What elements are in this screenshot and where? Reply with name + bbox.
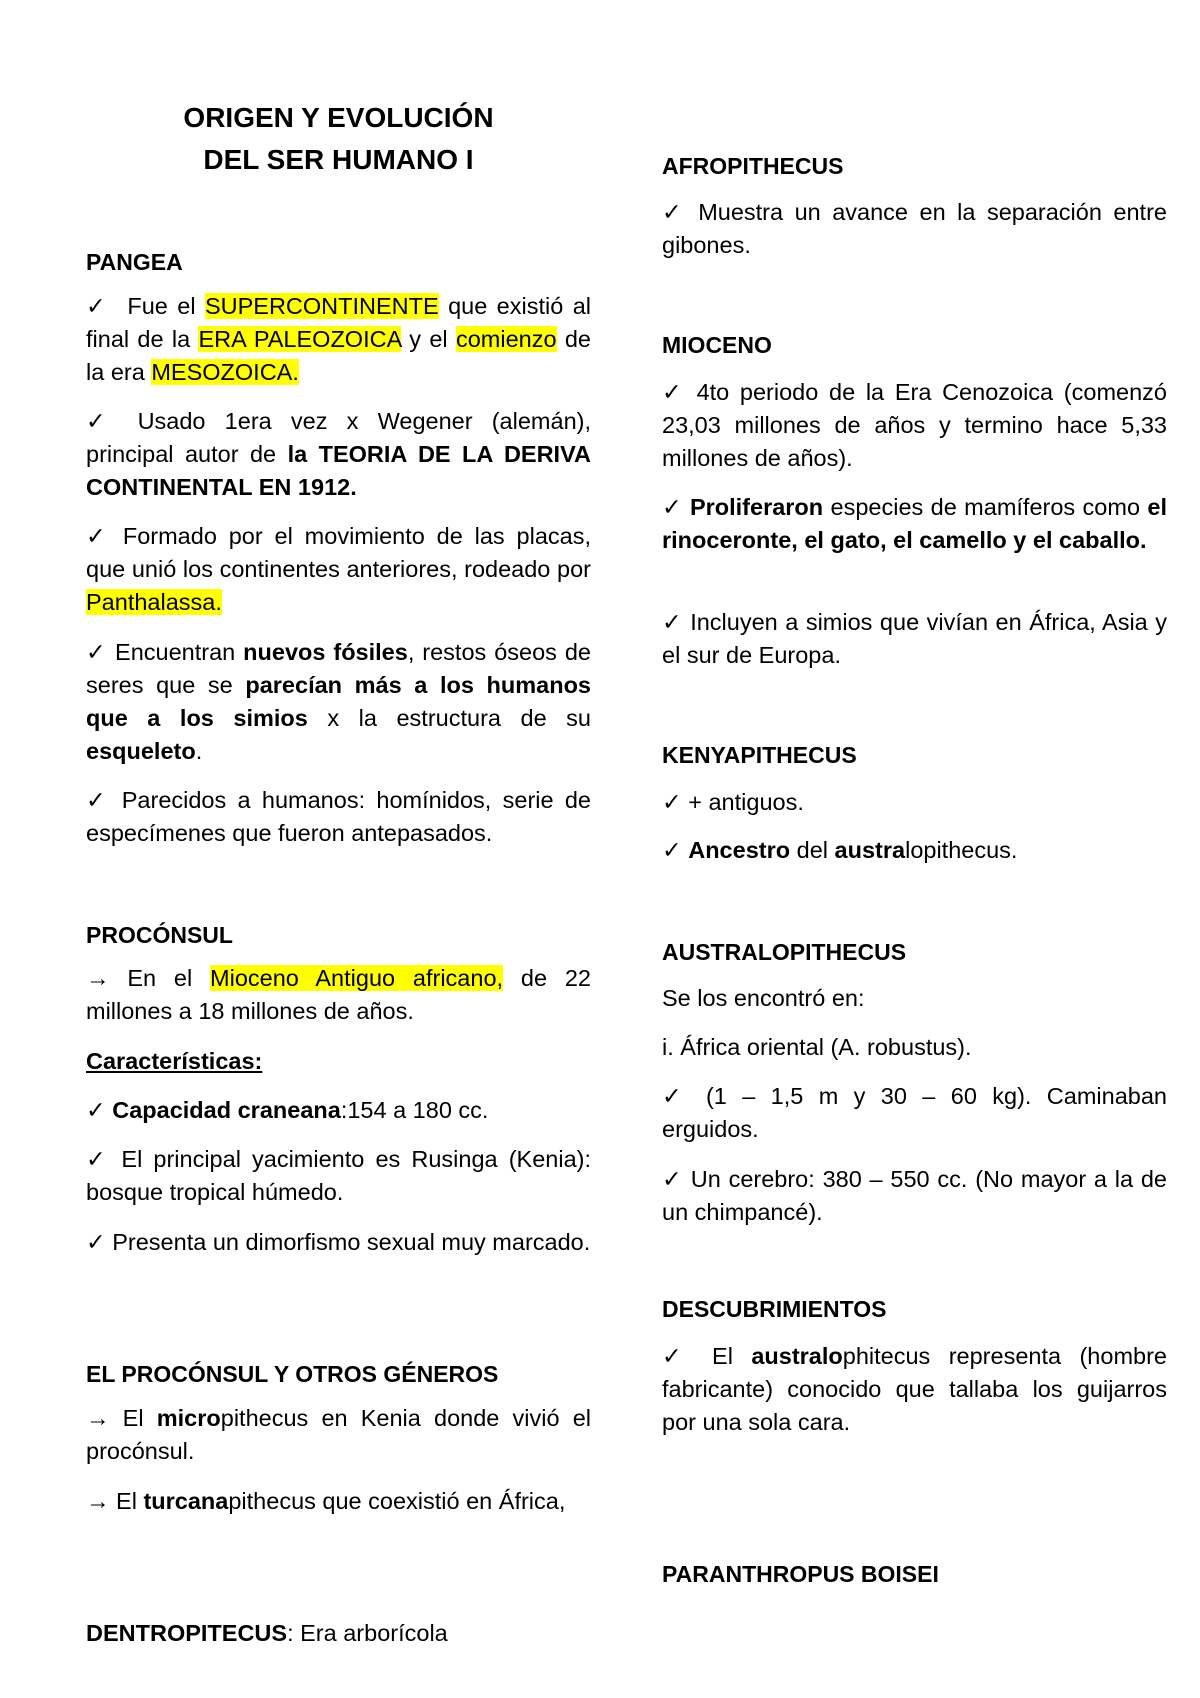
pangea-bullet-3: ✓ Formado por el movimiento de las placas, que unió los continentes anteriores, rodeado por Panthalassa. <box>86 523 591 615</box>
check-icon: ✓ <box>662 1343 694 1369</box>
highlight: MESOZOICA. <box>151 359 299 385</box>
highlight: Panthalassa. <box>86 589 222 615</box>
otros-arrow-2: → El turcanapithecus que coexistió en África, <box>86 1488 566 1514</box>
proconsul-bullet-3: ✓ Presenta un dimorfismo sexual muy marcado. <box>86 1229 591 1255</box>
check-icon: ✓ <box>662 494 683 520</box>
section-heading-otros-generos: EL PROCÓNSUL Y OTROS GÉNEROS <box>86 1361 499 1387</box>
check-icon: ✓ <box>86 293 109 319</box>
check-icon: ✓ <box>662 1083 691 1109</box>
highlight: SUPERCONTINENTE <box>204 293 439 319</box>
highlight: comienzo <box>455 326 557 352</box>
afropithecus-bullet-1: ✓ Muestra un avance en la separación entre gibones. <box>662 199 1167 258</box>
check-icon: ✓ <box>86 1229 106 1255</box>
check-icon: ✓ <box>662 789 682 815</box>
australopithecus-intro: Se los encontró en: <box>662 985 865 1011</box>
dentropitecus-line: DENTROPITECUS: Era arborícola <box>86 1620 448 1646</box>
check-icon: ✓ <box>662 609 683 635</box>
highlight: ERA PALEOZOICA <box>198 326 401 352</box>
pangea-bullet-5: ✓ Parecidos a humanos: homínidos, serie de especímenes que fueron antepasados. <box>86 787 591 846</box>
check-icon: ✓ <box>86 1146 111 1172</box>
check-icon: ✓ <box>662 1166 683 1192</box>
check-icon: ✓ <box>86 1097 106 1123</box>
pangea-bullet-2: ✓ Usado 1era vez x Wegener (alemán), principal autor de la TEORIA DE LA DERIVA CONTINENTAL EN 1912. <box>86 408 591 500</box>
mioceno-bullet-1: ✓ 4to periodo de la Era Cenozoica (comenzó 23,03 millones de años y termino hace 5,33 millones de años). <box>662 379 1167 471</box>
descubrimientos-bullet-1: ✓ El australophitecus representa (hombre fabricante) conocido que tallaba los guijarros por una sola cara. <box>662 1343 1167 1435</box>
kenyapithecus-bullet-1: ✓ + antiguos. <box>662 789 804 815</box>
check-icon: ✓ <box>86 787 111 813</box>
section-heading-kenyapithecus: KENYAPITHECUS <box>662 742 857 768</box>
check-icon: ✓ <box>86 408 119 434</box>
mioceno-bullet-2: ✓ Proliferaron especies de mamíferos como el rinoceronte, el gato, el camello y el caballo. <box>662 494 1168 553</box>
proconsul-bullet-2: ✓ El principal yacimiento es Rusinga (Kenia): bosque tropical húmedo. <box>86 1146 591 1205</box>
arrow-right-icon: → <box>86 1405 110 1431</box>
proconsul-arrow-1: → En el Mioceno Antiguo africano, de 22 millones a 18 millones de años. <box>86 965 591 1024</box>
section-heading-proconsul: PROCÓNSUL <box>86 922 233 948</box>
otros-arrow-1: → El micropithecus en Kenia donde vivió el procónsul. <box>86 1405 591 1464</box>
arrow-right-icon: → <box>86 1488 110 1514</box>
check-icon: ✓ <box>662 379 686 405</box>
section-heading-mioceno: MIOCENO <box>662 332 772 358</box>
australopithecus-bullet-1: ✓ (1 – 1,5 m y 30 – 60 kg). Caminaban erguidos. <box>662 1083 1167 1142</box>
section-heading-descubrimientos: DESCUBRIMIENTOS <box>662 1296 887 1322</box>
australopithecus-item-i: i. África oriental (A. robustus). <box>662 1034 972 1060</box>
section-heading-australopithecus: AUSTRALOPITHECUS <box>662 939 907 965</box>
check-icon: ✓ <box>86 523 112 549</box>
highlight: Mioceno Antiguo africano, <box>210 965 504 991</box>
check-icon: ✓ <box>86 639 108 665</box>
pangea-bullet-4: ✓ Encuentran nuevos fósiles, restos óseos de seres que se parecían más a los humanos que a los simios x la estructura de su esqueleto. <box>86 639 591 764</box>
pangea-bullet-1: ✓ Fue el SUPERCONTINENTE que existió al final de la ERA PALEOZOICA y el comienzo de la era MESOZOICA. <box>86 293 591 385</box>
arrow-right-icon: → <box>86 965 110 991</box>
section-heading-pangea: PANGEA <box>86 249 183 275</box>
proconsul-subheading: Características: <box>86 1048 263 1074</box>
title-line-1: ORIGEN Y EVOLUCIÓN <box>183 102 494 133</box>
check-icon: ✓ <box>662 837 682 863</box>
proconsul-bullet-1: ✓ Capacidad craneana:154 a 180 cc. <box>86 1097 489 1123</box>
check-icon: ✓ <box>662 199 687 225</box>
title-line-2: DEL SER HUMANO I <box>203 144 474 175</box>
section-heading-afropithecus: AFROPITHECUS <box>662 153 844 179</box>
page-title <box>86 97 591 181</box>
mioceno-bullet-3: ✓ Incluyen a simios que vivían en África, Asia y el sur de Europa. <box>662 609 1167 668</box>
kenyapithecus-bullet-2: ✓ Ancestro del australopithecus. <box>662 837 1018 863</box>
section-heading-paranthropus: PARANTHROPUS BOISEI <box>662 1561 939 1587</box>
australopithecus-bullet-2: ✓ Un cerebro: 380 – 550 cc. (No mayor a la de un chimpancé). <box>662 1166 1168 1225</box>
